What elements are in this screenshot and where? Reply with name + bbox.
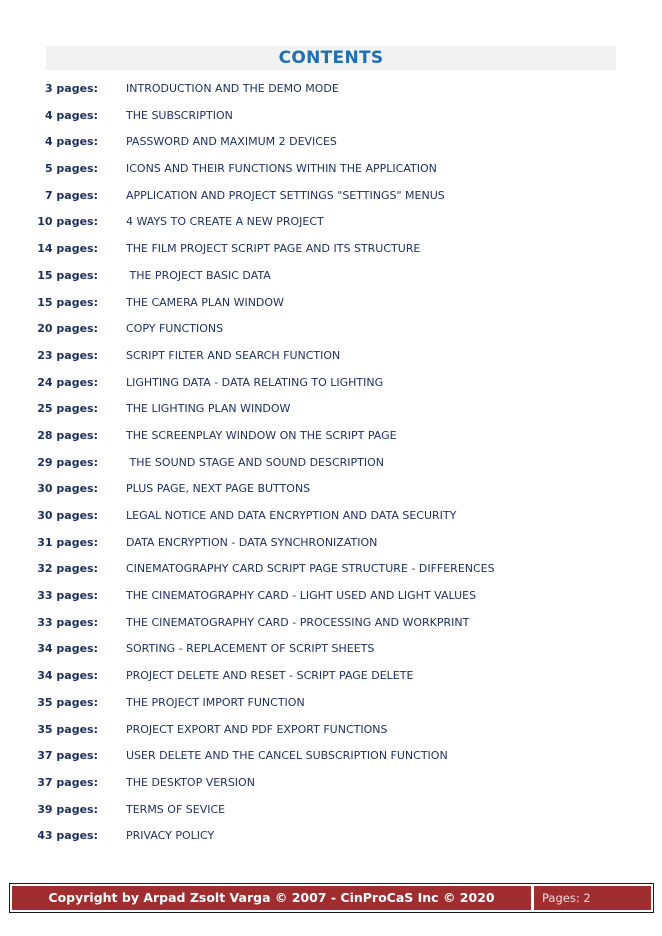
- toc-entry: [0, 156, 662, 183]
- toc-title: USER DELETE AND THE CANCEL SUBSCRIPTION FUNCTION: [126, 749, 448, 763]
- toc-page-number: 28 pages:: [37, 428, 98, 442]
- toc-entry: [0, 343, 662, 370]
- toc-title: PRIVACY POLICY: [126, 829, 215, 843]
- toc-entry: [0, 556, 662, 583]
- toc-page-number: 33 pages:: [37, 615, 98, 629]
- toc-title: PROJECT DELETE AND RESET - SCRIPT PAGE DELETE: [126, 669, 414, 683]
- toc-page-number: 32 pages:: [37, 562, 98, 576]
- toc-title: LIGHTING DATA - DATA RELATING TO LIGHTING: [126, 375, 384, 389]
- toc-entry: [0, 450, 662, 477]
- toc-page-number: 23 pages:: [37, 348, 98, 362]
- toc-entry: [0, 316, 662, 343]
- toc-page-number: 14 pages:: [37, 242, 98, 256]
- toc-title: PROJECT EXPORT AND PDF EXPORT FUNCTIONS: [126, 722, 388, 736]
- toc-page-number: 43 pages:: [37, 829, 98, 843]
- toc-page-number: 4 pages:: [44, 108, 98, 122]
- toc-page-number: 35 pages:: [37, 695, 98, 709]
- toc-entry: [0, 423, 662, 450]
- toc-page-number: 35 pages:: [37, 722, 98, 736]
- toc-title: THE SCREENPLAY WINDOW ON THE SCRIPT PAGE: [126, 428, 397, 442]
- toc-page-number: 20 pages:: [37, 322, 98, 336]
- toc-title: DATA ENCRYPTION - DATA SYNCHRONIZATION: [126, 535, 378, 549]
- toc-page-number: 34 pages:: [37, 669, 98, 683]
- toc-title: THE SUBSCRIPTION: [126, 108, 233, 122]
- toc-page-number: 4 pages:: [44, 135, 98, 149]
- toc-title: LEGAL NOTICE AND DATA ENCRYPTION AND DATA SECURITY: [126, 509, 457, 522]
- toc-entry: [0, 396, 662, 423]
- toc-entry: [0, 636, 662, 663]
- toc-entry: [0, 770, 662, 797]
- toc-page-number: 31 pages:: [37, 535, 98, 549]
- toc-entry: [0, 183, 662, 210]
- toc-title: PLUS PAGE, NEXT PAGE BUTTONS: [126, 482, 311, 496]
- toc-page-number: 3 pages:: [44, 82, 98, 95]
- toc-entry: [0, 209, 662, 236]
- copyright-notice: Copyright by Arpad Zsolt Varga © 2007 - CinProCaS Inc © 2020: [12, 886, 531, 910]
- toc-page-number: 34 pages:: [37, 642, 98, 656]
- toc-entry: [0, 76, 662, 103]
- toc-page-number: 24 pages:: [37, 375, 98, 389]
- toc-title: THE CINEMATOGRAPHY CARD - LIGHT USED AND LIGHT VALUES: [126, 589, 477, 603]
- toc-title: ICONS AND THEIR FUNCTIONS WITHIN THE APPLICATION: [126, 162, 437, 176]
- toc-entry: [0, 743, 662, 770]
- toc-entry: [0, 823, 662, 850]
- toc-entry: [0, 476, 662, 503]
- toc-title: CINEMATOGRAPHY CARD SCRIPT PAGE STRUCTURE - DIFFERENCES: [126, 562, 495, 576]
- toc-entry: [0, 690, 662, 717]
- toc-title: PASSWORD AND MAXIMUM 2 DEVICES: [126, 135, 337, 149]
- toc-page-number: 33 pages:: [37, 589, 98, 603]
- toc-title: INTRODUCTION AND THE DEMO MODE: [126, 82, 339, 95]
- toc-entry: [0, 129, 662, 156]
- toc-page-number: 5 pages:: [44, 162, 98, 176]
- toc-entry: [0, 530, 662, 557]
- toc-title: COPY FUNCTIONS: [126, 322, 224, 336]
- toc-entry: [0, 290, 662, 317]
- toc-page-number: 37 pages:: [37, 749, 98, 763]
- toc-title: THE DESKTOP VERSION: [126, 775, 255, 789]
- toc-page-number: 10 pages:: [37, 215, 98, 229]
- page-title: CONTENTS: [278, 48, 384, 68]
- toc-title: THE CAMERA PLAN WINDOW: [126, 295, 284, 309]
- toc-page-number: 30 pages:: [37, 509, 98, 522]
- toc-entry: [0, 717, 662, 744]
- toc-page-number: 15 pages:: [37, 295, 98, 309]
- toc-entry: [0, 370, 662, 397]
- toc-entry: [0, 583, 662, 610]
- toc-title: THE CINEMATOGRAPHY CARD - PROCESSING AND WORKPRINT: [126, 615, 470, 629]
- toc-entry: [0, 263, 662, 290]
- toc-entry: [0, 663, 662, 690]
- toc-title: THE LIGHTING PLAN WINDOW: [126, 402, 291, 416]
- toc-entry: [0, 236, 662, 263]
- page-footer: [9, 883, 654, 913]
- toc-entry: [0, 610, 662, 637]
- toc-title: THE PROJECT IMPORT FUNCTION: [126, 695, 305, 709]
- table-of-contents: [0, 76, 662, 850]
- toc-title: SCRIPT FILTER AND SEARCH FUNCTION: [126, 348, 341, 362]
- page-number-label: Pages: 2: [534, 886, 651, 910]
- toc-title: THE SOUND STAGE AND SOUND DESCRIPTION: [126, 455, 385, 469]
- toc-title: SORTING - REPLACEMENT OF SCRIPT SHEETS: [126, 642, 375, 656]
- toc-page-number: 39 pages:: [37, 802, 98, 816]
- toc-page-number: 7 pages:: [44, 188, 98, 202]
- toc-title: 4 WAYS TO CREATE A NEW PROJECT: [126, 215, 324, 229]
- toc-title: THE FILM PROJECT SCRIPT PAGE AND ITS STRUCTURE: [126, 242, 421, 256]
- toc-title: TERMS OF SEVICE: [126, 802, 226, 816]
- toc-page-number: 25 pages:: [37, 402, 98, 416]
- toc-page-number: 15 pages:: [37, 268, 98, 282]
- toc-title: APPLICATION AND PROJECT SETTINGS "SETTINGS" MENUS: [126, 188, 445, 202]
- toc-entry: [0, 503, 662, 530]
- toc-title: THE PROJECT BASIC DATA: [126, 268, 271, 282]
- toc-page-number: 30 pages:: [37, 482, 98, 496]
- contents-header: [46, 46, 616, 70]
- toc-page-number: 37 pages:: [37, 775, 98, 789]
- toc-entry: [0, 797, 662, 824]
- toc-page-number: 29 pages:: [37, 455, 98, 469]
- toc-entry: [0, 103, 662, 130]
